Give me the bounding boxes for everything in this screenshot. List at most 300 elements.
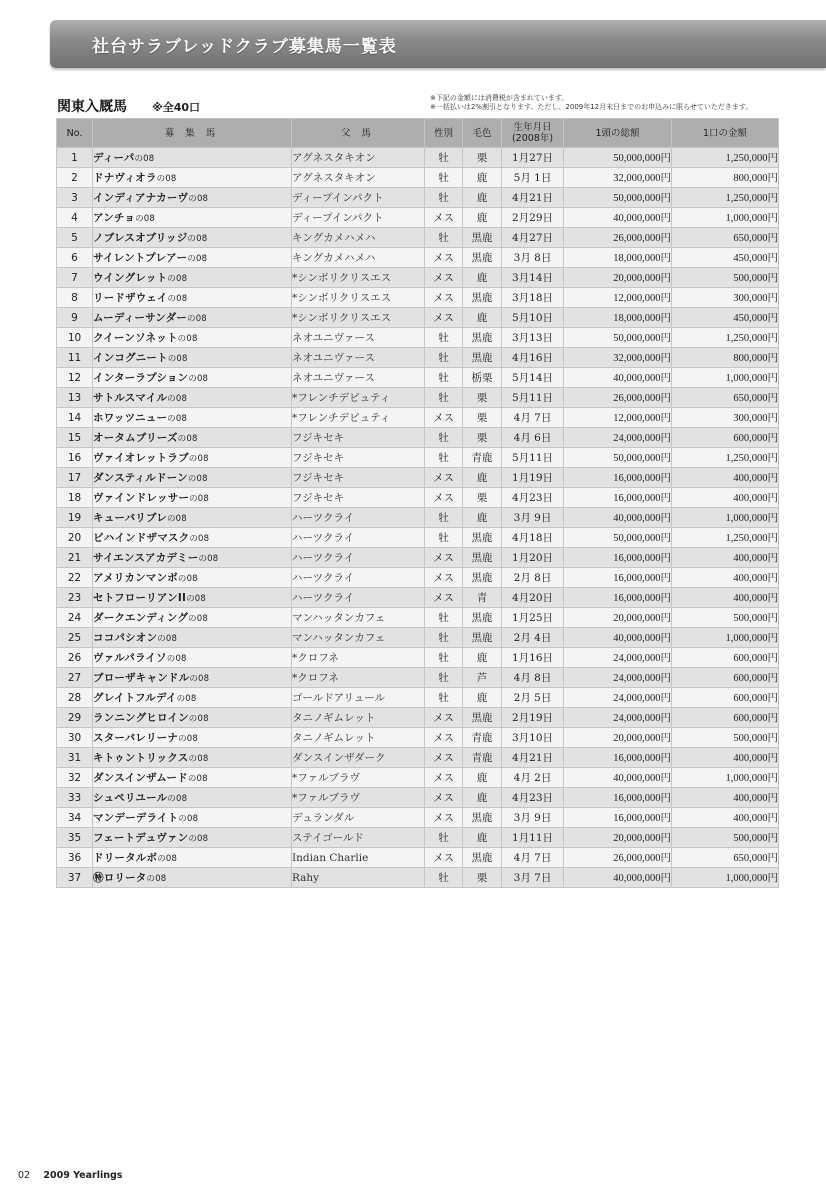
cell-sex: 牡 (425, 168, 463, 188)
cell-unit-price: 1,000,000円 (672, 208, 779, 228)
cell-no: 26 (57, 648, 93, 668)
cell-total-price: 26,000,000円 (564, 388, 672, 408)
cell-total-price: 40,000,000円 (564, 868, 672, 888)
cell-unit-price: 500,000円 (672, 268, 779, 288)
cell-coat-color: 黒鹿 (463, 548, 502, 568)
horse-name-suffix: の08 (167, 354, 188, 364)
horse-name-suffix: の08 (178, 734, 198, 744)
cell-horse-name (93, 868, 292, 888)
horse-dam-name: ㊕ロリータ (93, 872, 147, 884)
cell-unit-price: 300,000円 (672, 408, 779, 428)
cell-sire: フジキセキ (292, 488, 425, 508)
table-row (57, 568, 779, 588)
cell-sex: メス (425, 588, 463, 608)
cell-total-price: 24,000,000円 (564, 428, 672, 448)
cell-unit-price: 400,000円 (672, 548, 779, 568)
cell-unit-price: 400,000円 (672, 808, 779, 828)
cell-total-price: 12,000,000円 (564, 288, 672, 308)
col-header-color: 毛色 (463, 119, 502, 148)
cell-sire: フジキセキ (292, 448, 425, 468)
cell-coat-color: 鹿 (463, 268, 502, 288)
cell-sire: タニノギムレット (292, 708, 425, 728)
cell-unit-price: 600,000円 (672, 668, 779, 688)
cell-sex: 牡 (425, 668, 463, 688)
cell-birth-date: 3月 8日 (502, 248, 564, 268)
cell-horse-name (93, 208, 292, 228)
cell-sex: メス (425, 468, 463, 488)
cell-sire: *ファルブラヴ (292, 768, 425, 788)
section-title: 関東入厩馬 (57, 99, 127, 115)
cell-sire: マンハッタンカフェ (292, 608, 425, 628)
cell-unit-price: 1,000,000円 (672, 868, 779, 888)
horse-name-suffix: の08 (166, 514, 187, 524)
cell-coat-color: 黒鹿 (463, 608, 502, 628)
table-row (57, 188, 779, 208)
cell-birth-date: 2月 5日 (502, 688, 564, 708)
cell-unit-price: 1,250,000円 (672, 328, 779, 348)
page-title: 社台サラブレッドクラブ募集馬一覧表 (92, 37, 397, 57)
cell-coat-color: 鹿 (463, 648, 502, 668)
cell-sex: メス (425, 788, 463, 808)
cell-coat-color: 青鹿 (463, 448, 502, 468)
horse-name-suffix: の08 (176, 694, 197, 704)
cell-horse-name (93, 828, 292, 848)
table-row (57, 408, 779, 428)
horse-name-suffix: の08 (135, 214, 155, 224)
cell-coat-color: 黒鹿 (463, 628, 502, 648)
table-row (57, 428, 779, 448)
horse-dam-name: ヴァイオレットラブ (93, 452, 189, 464)
horse-dam-name: ディーパ (93, 152, 135, 164)
cell-sire: アグネスタキオン (292, 148, 425, 168)
cell-unit-price: 400,000円 (672, 488, 779, 508)
cell-horse-name (93, 228, 292, 248)
cell-birth-date: 1月27日 (502, 148, 564, 168)
cell-horse-name (93, 608, 292, 628)
cell-sex: 牡 (425, 388, 463, 408)
cell-no: 19 (57, 508, 93, 528)
cell-birth-date: 5月 1日 (502, 168, 564, 188)
cell-no: 36 (57, 848, 93, 868)
cell-birth-date: 3月 9日 (502, 808, 564, 828)
cell-coat-color: 黒鹿 (463, 328, 502, 348)
cell-horse-name (93, 388, 292, 408)
cell-no: 10 (57, 328, 93, 348)
cell-horse-name (93, 308, 292, 328)
cell-horse-name (93, 528, 292, 548)
cell-coat-color: 黒鹿 (463, 248, 502, 268)
horse-name-suffix: の08 (167, 794, 188, 804)
cell-birth-date: 3月14日 (502, 268, 564, 288)
cell-total-price: 16,000,000円 (564, 588, 672, 608)
horse-dam-name: グレイトフルデイ (93, 692, 177, 704)
cell-unit-price: 500,000円 (672, 728, 779, 748)
cell-sire: ネオユニヴァース (292, 368, 425, 388)
horse-dam-name: ウイングレット (93, 272, 168, 284)
horse-name-suffix: の08 (167, 294, 188, 304)
cell-sire: ハーツクライ (292, 548, 425, 568)
cell-birth-date: 4月 7日 (502, 408, 564, 428)
col-header-sire: 父 馬 (292, 119, 425, 148)
cell-horse-name (93, 748, 292, 768)
cell-total-price: 32,000,000円 (564, 168, 672, 188)
cell-horse-name (93, 488, 292, 508)
cell-sex: 牡 (425, 148, 463, 168)
table-row (57, 588, 779, 608)
horse-dam-name: ムーディーサンダー (93, 312, 187, 324)
cell-birth-date: 4月16日 (502, 348, 564, 368)
cell-total-price: 40,000,000円 (564, 508, 672, 528)
cell-sire: ステイゴールド (292, 828, 425, 848)
cell-sex: メス (425, 748, 463, 768)
cell-unit-price: 400,000円 (672, 568, 779, 588)
table-row (57, 628, 779, 648)
table-row (57, 268, 779, 288)
cell-sire: フジキセキ (292, 428, 425, 448)
cell-birth-date: 3月10日 (502, 728, 564, 748)
cell-coat-color: 栗 (463, 488, 502, 508)
cell-birth-date: 3月 7日 (502, 868, 564, 888)
cell-unit-price: 600,000円 (672, 648, 779, 668)
cell-sex: 牡 (425, 688, 463, 708)
cell-unit-price: 600,000円 (672, 428, 779, 448)
cell-coat-color: 鹿 (463, 188, 502, 208)
cell-coat-color: 黒鹿 (463, 708, 502, 728)
cell-horse-name (93, 688, 292, 708)
cell-unit-price: 1,000,000円 (672, 368, 779, 388)
horse-name-suffix: の08 (188, 834, 209, 844)
cell-birth-date: 3月13日 (502, 328, 564, 348)
title-banner (50, 20, 826, 68)
horse-name-suffix: の08 (189, 494, 210, 504)
cell-birth-date: 2月 4日 (502, 628, 564, 648)
cell-sex: 牡 (425, 628, 463, 648)
horse-dam-name: セトフローリアンII (93, 592, 187, 604)
cell-sex: 牡 (425, 428, 463, 448)
cell-unit-price: 1,000,000円 (672, 768, 779, 788)
horse-name-suffix: の08 (189, 534, 210, 544)
cell-sex: メス (425, 288, 463, 308)
cell-total-price: 16,000,000円 (564, 488, 672, 508)
cell-coat-color: 栗 (463, 408, 502, 428)
cell-total-price: 50,000,000円 (564, 528, 672, 548)
cell-birth-date: 1月11日 (502, 828, 564, 848)
cell-birth-date: 4月23日 (502, 488, 564, 508)
horse-name-suffix: の08 (157, 854, 178, 864)
cell-unit-price: 600,000円 (672, 688, 779, 708)
cell-coat-color: 黒鹿 (463, 808, 502, 828)
table-row (57, 688, 779, 708)
cell-horse-name (93, 168, 292, 188)
cell-unit-price: 1,250,000円 (672, 148, 779, 168)
table-row (57, 448, 779, 468)
cell-no: 24 (57, 608, 93, 628)
cell-coat-color: 鹿 (463, 688, 502, 708)
cell-unit-price: 800,000円 (672, 168, 779, 188)
cell-horse-name (93, 788, 292, 808)
cell-birth-date: 5月11日 (502, 388, 564, 408)
cell-coat-color: 黒鹿 (463, 848, 502, 868)
section-count: ※全40口 (152, 101, 201, 114)
table-row (57, 508, 779, 528)
table-row (57, 148, 779, 168)
horse-dam-name: ダンスインザムード (93, 772, 188, 784)
cell-coat-color: 青鹿 (463, 748, 502, 768)
cell-coat-color: 鹿 (463, 208, 502, 228)
cell-sex: メス (425, 808, 463, 828)
cell-coat-color: 鹿 (463, 168, 502, 188)
cell-no: 28 (57, 688, 93, 708)
table-row (57, 808, 779, 828)
horse-dam-name: ドリータルボ (93, 852, 158, 864)
horse-dam-name: インディアナカーヴ (93, 192, 189, 204)
cell-total-price: 40,000,000円 (564, 368, 672, 388)
cell-horse-name (93, 448, 292, 468)
cell-birth-date: 4月18日 (502, 528, 564, 548)
horse-name-suffix: の08 (187, 774, 208, 784)
table-row (57, 708, 779, 728)
cell-unit-price: 1,000,000円 (672, 508, 779, 528)
cell-sex: 牡 (425, 868, 463, 888)
cell-no: 35 (57, 828, 93, 848)
cell-birth-date: 2月 8日 (502, 568, 564, 588)
cell-no: 18 (57, 488, 93, 508)
cell-coat-color: 青鹿 (463, 728, 502, 748)
table-row (57, 308, 779, 328)
cell-no: 27 (57, 668, 93, 688)
cell-sex: メス (425, 768, 463, 788)
cell-coat-color: 鹿 (463, 508, 502, 528)
cell-coat-color: 芦 (463, 668, 502, 688)
horse-dam-name: ヴァインドレッサー (93, 492, 190, 504)
cell-total-price: 40,000,000円 (564, 768, 672, 788)
cell-sex: 牡 (425, 228, 463, 248)
horse-name-suffix: の08 (177, 434, 198, 444)
col-header-dob-year: (2008年) (511, 133, 554, 144)
cell-sex: 牡 (425, 508, 463, 528)
cell-sire: デュランダル (292, 808, 425, 828)
cell-no: 5 (57, 228, 93, 248)
note-tax: ※下記の金額には消費税が含まれています。 (430, 94, 569, 102)
cell-sire: ハーツクライ (292, 568, 425, 588)
cell-sex: 牡 (425, 368, 463, 388)
cell-total-price: 50,000,000円 (564, 328, 672, 348)
cell-sire: ハーツクライ (292, 528, 425, 548)
cell-birth-date: 2月19日 (502, 708, 564, 728)
cell-no: 7 (57, 268, 93, 288)
cell-birth-date: 1月25日 (502, 608, 564, 628)
cell-no: 20 (57, 528, 93, 548)
cell-sire: *ファルブラヴ (292, 788, 425, 808)
cell-birth-date: 4月 6日 (502, 428, 564, 448)
cell-horse-name (93, 508, 292, 528)
cell-sex: メス (425, 308, 463, 328)
table-row (57, 388, 779, 408)
col-header-name: 募 集 馬 (93, 119, 292, 148)
cell-horse-name (93, 408, 292, 428)
col-header-sex: 性別 (425, 119, 463, 148)
table-row (57, 608, 779, 628)
cell-horse-name (93, 568, 292, 588)
col-header-total: 1頭の総額 (564, 119, 672, 148)
cell-coat-color: 黒鹿 (463, 348, 502, 368)
cell-birth-date: 5月10日 (502, 308, 564, 328)
cell-no: 14 (57, 408, 93, 428)
cell-sex: メス (425, 208, 463, 228)
table-row (57, 528, 779, 548)
cell-total-price: 18,000,000円 (564, 308, 672, 328)
horse-dam-name: オータムブリーズ (93, 432, 178, 444)
horse-dam-name: ノブレスオブリッジ (93, 232, 188, 244)
cell-sex: 牡 (425, 448, 463, 468)
cell-unit-price: 450,000円 (672, 308, 779, 328)
table-row (57, 668, 779, 688)
horse-dam-name: ダンスティルドーン (93, 472, 188, 484)
cell-horse-name (93, 548, 292, 568)
cell-total-price: 16,000,000円 (564, 808, 672, 828)
cell-no: 12 (57, 368, 93, 388)
cell-sire: ディープインパクト (292, 208, 425, 228)
horse-dam-name: ヴァルパライソ (93, 652, 167, 664)
horse-dam-name: ドナヴィオラ (93, 172, 157, 184)
price-notes (430, 94, 826, 112)
cell-coat-color: 黒鹿 (463, 568, 502, 588)
horse-name-suffix: の08 (198, 554, 219, 564)
table-row (57, 728, 779, 748)
horse-name-suffix: の08 (187, 474, 208, 484)
cell-unit-price: 450,000円 (672, 248, 779, 268)
cell-birth-date: 4月 7日 (502, 848, 564, 868)
cell-sire: Rahy (292, 868, 425, 888)
cell-coat-color: 栗 (463, 388, 502, 408)
cell-sire: *フレンチデピュティ (292, 388, 425, 408)
horse-name-suffix: の08 (156, 174, 177, 184)
cell-unit-price: 650,000円 (672, 848, 779, 868)
cell-unit-price: 400,000円 (672, 468, 779, 488)
horse-dam-name: キューバリブレ (93, 512, 167, 524)
cell-birth-date: 3月 9日 (502, 508, 564, 528)
horse-name-suffix: の08 (187, 314, 207, 324)
cell-no: 13 (57, 388, 93, 408)
table-row (57, 488, 779, 508)
cell-coat-color: 栗 (463, 868, 502, 888)
horse-name-suffix: の08 (178, 814, 199, 824)
cell-horse-name (93, 588, 292, 608)
cell-total-price: 32,000,000円 (564, 348, 672, 368)
cell-sex: メス (425, 488, 463, 508)
cell-birth-date: 4月 2日 (502, 768, 564, 788)
cell-no: 17 (57, 468, 93, 488)
horse-name-suffix: の08 (167, 394, 188, 404)
horse-dam-name: アンチョ (93, 212, 136, 224)
horse-name-suffix: の08 (188, 614, 208, 624)
col-header-dob-label: 生年月日 (513, 122, 552, 133)
cell-no: 22 (57, 568, 93, 588)
cell-birth-date: 4月 8日 (502, 668, 564, 688)
cell-sex: メス (425, 728, 463, 748)
table-row (57, 788, 779, 808)
cell-unit-price: 300,000円 (672, 288, 779, 308)
table-row (57, 768, 779, 788)
horse-dam-name: インターラプション (93, 372, 189, 384)
cell-horse-name (93, 768, 292, 788)
cell-total-price: 20,000,000円 (564, 268, 672, 288)
cell-sex: メス (425, 268, 463, 288)
cell-sex: メス (425, 248, 463, 268)
horse-name-suffix: の08 (146, 874, 167, 884)
horse-dam-name: シュペリユール (93, 792, 168, 804)
cell-no: 23 (57, 588, 93, 608)
cell-birth-date: 4月23日 (502, 788, 564, 808)
cell-no: 29 (57, 708, 93, 728)
col-header-unit: 1口の金額 (672, 119, 779, 148)
cell-birth-date: 4月27日 (502, 228, 564, 248)
cell-unit-price: 400,000円 (672, 588, 779, 608)
table-row (57, 468, 779, 488)
cell-no: 6 (57, 248, 93, 268)
horse-table (56, 118, 779, 888)
cell-coat-color: 鹿 (463, 768, 502, 788)
cell-coat-color: 青 (463, 588, 502, 608)
table-row (57, 368, 779, 388)
cell-horse-name (93, 848, 292, 868)
horse-dam-name: ダークエンディング (93, 612, 189, 624)
cell-unit-price: 1,000,000円 (672, 628, 779, 648)
cell-birth-date: 4月21日 (502, 188, 564, 208)
cell-no: 16 (57, 448, 93, 468)
table-row (57, 288, 779, 308)
cell-no: 1 (57, 148, 93, 168)
cell-total-price: 24,000,000円 (564, 708, 672, 728)
cell-coat-color: 鹿 (463, 788, 502, 808)
cell-sire: ネオユニヴァース (292, 328, 425, 348)
cell-sex: メス (425, 548, 463, 568)
cell-total-price: 40,000,000円 (564, 208, 672, 228)
note-discount: ※一括払いは2%割引となります。ただし、2009年12月末日までのお申込みに限らせていただきます。 (430, 103, 753, 111)
horse-name-suffix: の08 (177, 574, 198, 584)
horse-name-suffix: の08 (187, 234, 208, 244)
cell-sire: *クロフネ (292, 668, 425, 688)
cell-birth-date: 5月11日 (502, 448, 564, 468)
horse-name-suffix: の08 (188, 754, 209, 764)
horse-dam-name: ビハインドザマスク (93, 532, 190, 544)
cell-birth-date: 5月14日 (502, 368, 564, 388)
page-number: 02 (18, 1170, 31, 1181)
cell-total-price: 50,000,000円 (564, 148, 672, 168)
cell-horse-name (93, 348, 292, 368)
cell-unit-price: 600,000円 (672, 708, 779, 728)
cell-unit-price: 1,250,000円 (672, 528, 779, 548)
cell-unit-price: 1,250,000円 (672, 448, 779, 468)
cell-total-price: 26,000,000円 (564, 228, 672, 248)
cell-no: 4 (57, 208, 93, 228)
cell-no: 31 (57, 748, 93, 768)
horse-dam-name: リードザウェイ (93, 292, 168, 304)
cell-horse-name (93, 248, 292, 268)
horse-name-suffix: の08 (186, 594, 206, 604)
cell-sex: 牡 (425, 828, 463, 848)
table-row (57, 248, 779, 268)
cell-coat-color: 鹿 (463, 308, 502, 328)
horse-dam-name: サイエンスアカデミー (93, 552, 199, 564)
cell-coat-color: 黒鹿 (463, 228, 502, 248)
cell-total-price: 26,000,000円 (564, 848, 672, 868)
cell-sire: ゴールドアリュール (292, 688, 425, 708)
cell-total-price: 16,000,000円 (564, 748, 672, 768)
cell-sex: 牡 (425, 188, 463, 208)
cell-horse-name (93, 468, 292, 488)
cell-sire: フジキセキ (292, 468, 425, 488)
